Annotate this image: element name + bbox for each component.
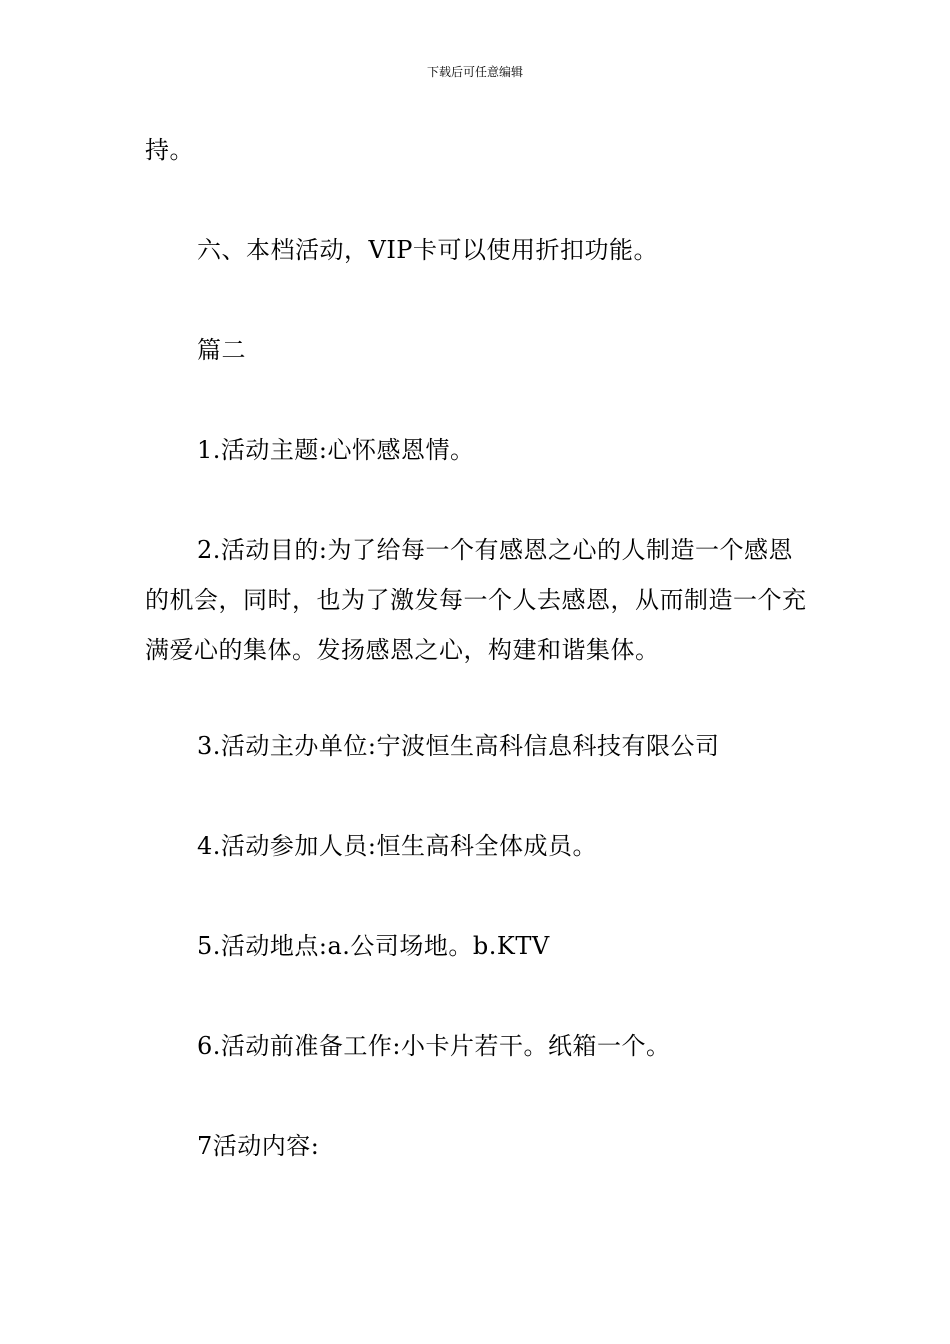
- paragraph-preparation: 6.活动前准备工作:小卡片若干。纸箱一个。: [197, 1032, 671, 1060]
- paragraph-location: 5.活动地点:a.公司场地。b.KTV: [197, 932, 550, 960]
- paragraph-participants: 4.活动参加人员:恒生高科全体成员。: [197, 832, 597, 860]
- paragraph-theme: 1.活动主题:心怀感恩情。: [197, 436, 475, 464]
- paragraph-organizer: 3.活动主办单位:宁波恒生高科信息科技有限公司: [197, 732, 720, 760]
- paragraph-content: 7活动内容:: [197, 1132, 320, 1160]
- paragraph-purpose: 2.活动目的:为了给每一个有感恩之心的人制造一个感恩的机会，同时，也为了激发每一个人去感恩，从而制造一个充满爱心的集体。发扬感恩之心，构建和谐集体。: [145, 536, 807, 664]
- section-heading: 篇二: [197, 336, 246, 364]
- page-header: 下载后可任意编辑: [426, 65, 523, 79]
- paragraph-continuation: 持。: [145, 136, 194, 164]
- paragraph-vip-discount: 六、本档活动，VIP卡可以使用折扣功能。: [197, 236, 658, 264]
